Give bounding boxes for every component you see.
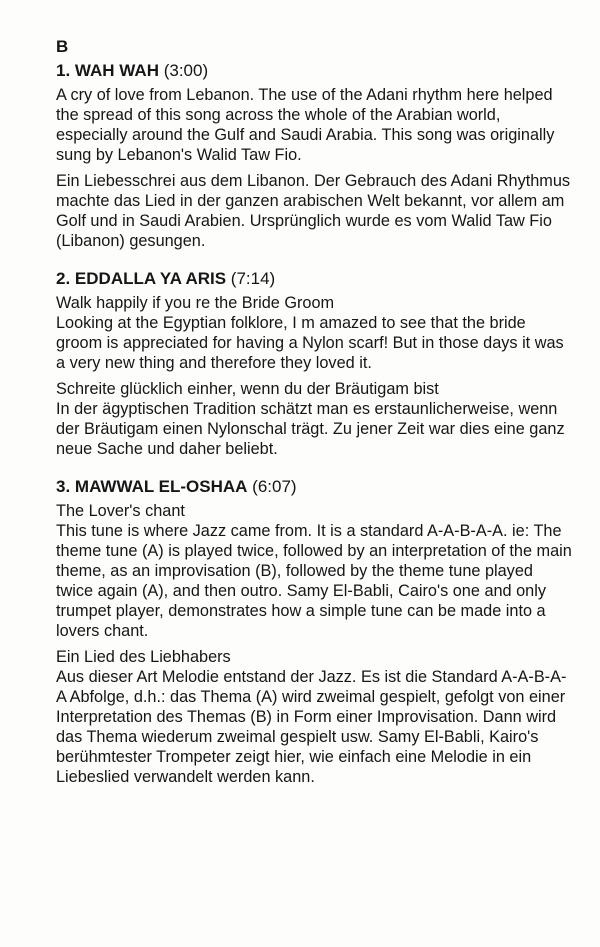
track-subtitle-english: The Lover's chant [56, 502, 185, 520]
track-description-english: This tune is where Jazz came from. It is a standard A-A-B-A-A. ie: The theme tune (A) is played twice, followed by an interpretation of the main theme, as an improvisation (B), followed by the theme tune played twice again (A), and then outro. Samy El-Babli, Cairo's one and only trumpet player, demonstrates how a simple tune can be made into a lovers chant. [56, 522, 572, 640]
side-label: B [56, 37, 69, 56]
track-description-german: Ein Liebesschrei aus dem Libanon. Der Gebrauch des Adani Rhythmus machte das Lied in der ganzen arabischen Welt bekannt, vor allem am Golf und in Saudi Arabien. Ursprünglich wurde es vom Walid Taw Fio (Libanon) gesungen. [56, 172, 571, 250]
track-description-english: A cry of love from Lebanon. The use of the Adani rhythm here helped the spread of this song across the whole of the Arabian world, especially around the Gulf and Saudi Arabia. This song was originally sung by Lebanon's Walid Taw Fio. [56, 86, 555, 164]
track-heading [56, 60, 570, 82]
track-description-german: Aus dieser Art Melodie entstand der Jazz. Es ist die Standard A-A-B-A-A Abfolge, d.h.: das Thema (A) wird zweimal gespielt, gefolgt von einer Interpretation des Themas (B) in Form einer Improvisation. Dann wird das Thema wiederum zweimal gespielt usw. Samy El-Babli, Kairo's berühmtester Trompeter zeigt hier, wie einfach eine Melodie in ein Liebeslied verwandelt werden kann. [56, 668, 567, 786]
track-subtitle-english: Walk happily if you re the Bride Groom [56, 294, 335, 312]
track-title: WAH WAH [74, 61, 159, 80]
track-3 [56, 476, 570, 787]
track-title: MAWWAL EL-OSHAA [74, 477, 248, 496]
track-duration: (7:14) [230, 269, 276, 288]
track-2 [56, 268, 570, 459]
track-number: 2. [56, 269, 71, 288]
track-number: 3. [56, 477, 71, 496]
track-heading [56, 476, 570, 498]
track-title: EDDALLA YA ARIS [74, 269, 227, 288]
track-description-english: Looking at the Egyptian folklore, I m amazed to see that the bride groom is appreciated for having a Nylon scarf! But in those days it was a very new thing and therefore they loved it. [56, 314, 564, 372]
track-duration: (6:07) [252, 477, 297, 496]
track-description-german: In der ägyptischen Tradition schätzt man es erstaunlicherweise, wenn der Bräutigam einen Nylonschal trägt. Zu jener Zeit war dies eine ganz neue Sache und daher beliebt. [56, 400, 565, 458]
track-number: 1. [56, 61, 71, 80]
track-duration: (3:00) [163, 61, 209, 80]
track-1 [56, 60, 570, 251]
track-heading [56, 268, 570, 290]
track-subtitle-german: Schreite glücklich einher, wenn du der Bräutigam bist [56, 380, 439, 398]
track-subtitle-german: Ein Lied des Liebhabers [56, 648, 231, 666]
